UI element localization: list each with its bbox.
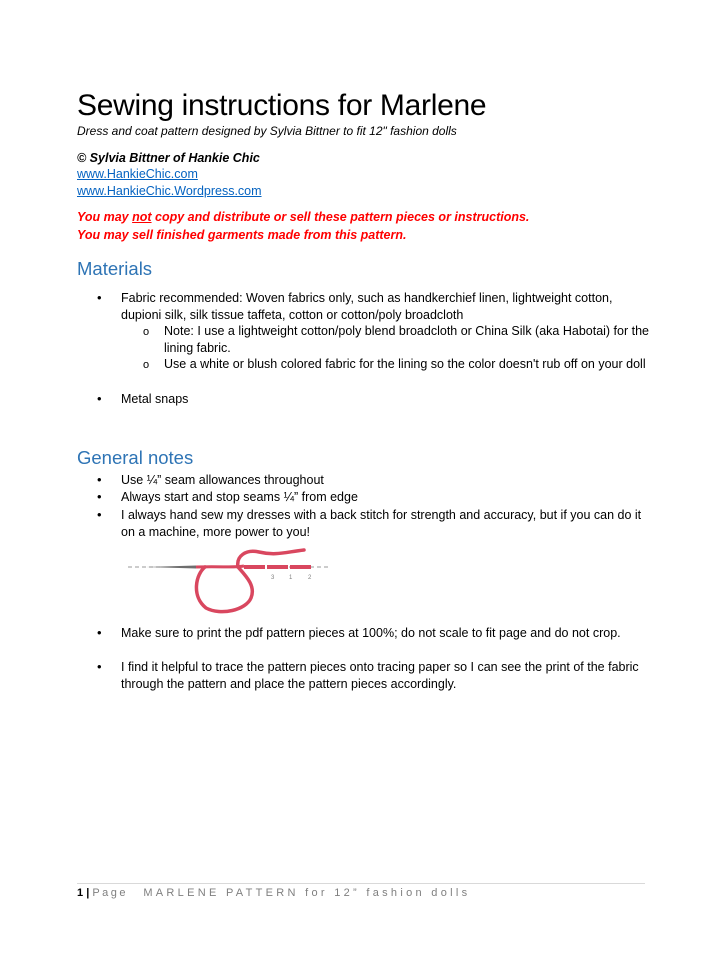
bullet-icon: • xyxy=(97,507,102,522)
bullet-icon: • xyxy=(97,391,102,406)
stitch-label: 2 xyxy=(308,575,312,581)
material-item-fabric: Fabric recommended: Woven fabrics only, such as handkerchief linen, lightweight cotton, dupioni silk, silk tissue taffeta, cotton or cotton/poly broadcloth xyxy=(121,291,613,322)
page-footer xyxy=(77,886,470,900)
note-back-stitch: I always hand sew my dresses with a back stitch for strength and accuracy, but if you can do it on a machine, more power to you! xyxy=(121,508,642,539)
material-item-snaps: Metal snaps xyxy=(121,392,189,406)
footer-divider xyxy=(77,883,645,884)
materials-heading: Materials xyxy=(77,258,153,279)
stitch xyxy=(267,565,288,569)
stitch xyxy=(290,565,311,569)
note-print-scale: Make sure to print the pdf pattern pieces at 100%; do not scale to fit page and do not crop. xyxy=(121,626,621,640)
needle-icon xyxy=(146,566,196,569)
footer-separator: | xyxy=(86,887,90,899)
stitch-label: 1 xyxy=(289,575,293,581)
sub-bullet-icon: o xyxy=(143,359,150,371)
material-note-lining: Note: I use a lightweight cotton/poly blend broadcloth or China Silk (aka Habotai) for the lining fabric. xyxy=(164,324,649,355)
sub-bullet-icon: o xyxy=(143,326,150,338)
warning-text-end: copy and distribute or sell these pattern pieces or instructions. xyxy=(151,210,530,224)
warning-text-start: You may xyxy=(77,210,133,224)
copy-warning xyxy=(77,210,529,225)
material-note-color: Use a white or blush colored fabric for the lining so the color doesn't rub off on your doll xyxy=(164,357,646,371)
thread-loop xyxy=(196,550,304,612)
bullet-icon: • xyxy=(97,472,102,487)
sell-notice: You may sell finished garments made from this pattern. xyxy=(77,228,407,242)
document-title: Sewing instructions for Marlene xyxy=(77,89,487,122)
stitch-label: 3 xyxy=(271,575,275,581)
blog-link[interactable]: www.HankieChic.Wordpress.com xyxy=(77,184,262,198)
bullet-icon: • xyxy=(97,489,102,504)
note-seam-allowance: Use ¼” seam allowances throughout xyxy=(121,473,324,487)
note-start-stop: Always start and stop seams ¼” from edge xyxy=(121,490,358,504)
page-word: Page xyxy=(92,887,129,899)
back-stitch-illustration xyxy=(126,546,336,616)
bullet-icon: • xyxy=(97,659,102,674)
stitch xyxy=(244,565,265,569)
page-number: 1 xyxy=(77,887,84,899)
warning-emphasis: not xyxy=(132,210,152,224)
footer-title: MARLENE PATTERN for 12” fashion dolls xyxy=(143,887,471,899)
bullet-icon: • xyxy=(97,290,102,305)
copyright-line: © Sylvia Bittner of Hankie Chic xyxy=(77,151,260,165)
general-notes-heading: General notes xyxy=(77,447,194,468)
note-tracing-paper: I find it helpful to trace the pattern pieces onto tracing paper so I can see the print of the fabric through the pattern and place the pattern pieces accordingly. xyxy=(121,660,639,691)
document-subtitle: Dress and coat pattern designed by Sylvia Bittner to fit 12" fashion dolls xyxy=(77,124,457,138)
bullet-icon: • xyxy=(97,625,102,640)
website-link[interactable]: www.HankieChic.com xyxy=(77,167,198,181)
